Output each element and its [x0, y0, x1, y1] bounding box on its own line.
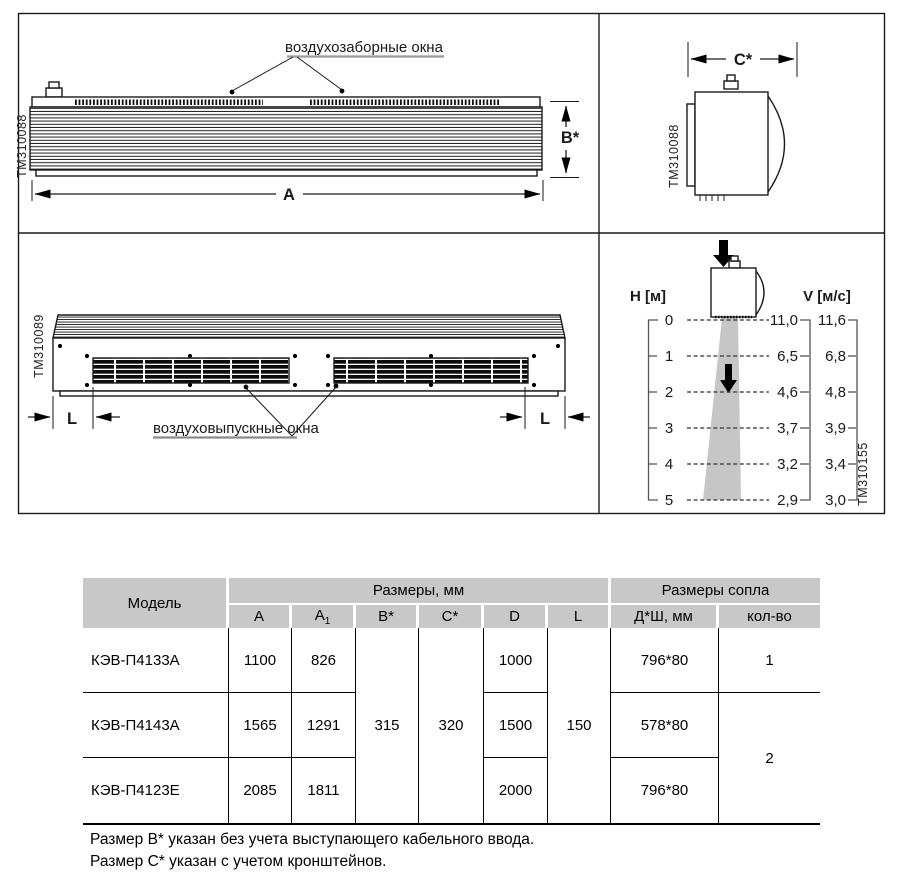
svg-text:3,9: 3,9: [825, 420, 846, 437]
cell-a: 1100: [229, 628, 292, 693]
svg-text:3,7: 3,7: [777, 420, 798, 437]
cell-a: 2085: [229, 758, 292, 823]
curved-cover: [756, 271, 764, 315]
cable-gland: [724, 81, 738, 89]
svg-text:2,9: 2,9: [777, 492, 798, 509]
svg-text:5: 5: [664, 492, 674, 509]
leader-dot: [340, 89, 345, 94]
a1-base: А: [314, 606, 325, 624]
drawing-id-airflow: ТМ310155: [856, 442, 870, 506]
bottom-view-unit: [53, 315, 565, 396]
cell-qty: 1: [719, 628, 820, 693]
roof: [53, 315, 565, 338]
louver-body: [30, 107, 542, 170]
cell-model: КЭВ-П4133А: [83, 628, 229, 693]
cable-gland-top: [49, 82, 59, 88]
drawing-id-front: ТМ310088: [15, 114, 29, 178]
svg-text:3,2: 3,2: [777, 456, 798, 473]
unit-box: [711, 268, 756, 317]
cell-dsh: 796*80: [611, 628, 719, 693]
air-jet-cone: [703, 318, 741, 500]
table-row: [83, 628, 820, 693]
svg-text:1: 1: [664, 348, 674, 365]
cell-d: 2000: [484, 758, 548, 823]
footnotes: [90, 829, 534, 873]
front-view-unit: [30, 82, 542, 176]
cable-gland-top: [727, 75, 735, 81]
svg-text:4: 4: [664, 456, 674, 473]
dimension-c: [688, 42, 797, 77]
svg-text:4,8: 4,8: [825, 384, 846, 401]
svg-text:6,8: 6,8: [825, 348, 846, 365]
col-header-b: B*: [356, 605, 419, 628]
outlet-grille-left: [93, 358, 289, 383]
cell-d: 1000: [484, 628, 548, 693]
v-primary-values: [770, 312, 798, 509]
cell-d: 1500: [484, 693, 548, 758]
bottom-view-panel: [28, 314, 590, 437]
cable-gland-top: [731, 256, 738, 261]
h-axis-ticks: [665, 312, 673, 509]
dim-a-label: А: [283, 186, 295, 204]
svg-text:3: 3: [664, 420, 674, 437]
v-secondary-values: [818, 312, 846, 509]
cell-b-merged: 315: [356, 628, 419, 823]
a1-subscript: 1: [324, 615, 331, 627]
dimension-b: [550, 102, 580, 178]
intake-windows-label: воздухозаборные окна: [285, 39, 443, 56]
cell-a1: 1291: [292, 693, 356, 758]
bottom-ticks: [700, 195, 724, 201]
h-axis-title: Н [м]: [629, 288, 667, 305]
svg-text:3,4: 3,4: [825, 456, 846, 473]
footnote-c: Размер C* указан с учетом кронштейнов.: [90, 853, 387, 870]
col-header-d: D: [484, 605, 548, 628]
leader-dot: [334, 384, 339, 389]
unit-box: [695, 92, 768, 195]
front-view-panel: [15, 39, 580, 204]
cell-model: КЭВ-П4123Е: [83, 758, 229, 823]
cell-a: 1565: [229, 693, 292, 758]
outlet-grille-right: [334, 358, 528, 383]
cell-dsh: 578*80: [611, 693, 719, 758]
v-primary-bracket: [800, 320, 810, 500]
curved-cover: [768, 96, 785, 192]
svg-text:3,0: 3,0: [825, 492, 846, 509]
col-header-l: L: [548, 605, 611, 628]
bottom-trim: [36, 170, 537, 176]
intake-leader-lines: [232, 57, 342, 91]
dimensions-table: [83, 578, 820, 825]
v-axis-title: V [м/с]: [803, 288, 851, 305]
cable-gland: [729, 261, 740, 268]
cable-gland: [46, 88, 62, 97]
col-header-model: Модель: [83, 578, 229, 628]
leader-dot: [230, 90, 235, 95]
svg-text:11,0: 11,0: [769, 312, 798, 329]
dim-b-label: B*: [560, 129, 580, 147]
bottom-lip: [60, 391, 558, 396]
col-header-c: C*: [419, 605, 484, 628]
col-header-qty: кол-во: [719, 605, 820, 628]
dim-l-left-label: L: [66, 410, 78, 428]
svg-text:6,5: 6,5: [777, 348, 798, 365]
group-header-dimensions: Размеры, мм: [229, 578, 611, 605]
col-header-dsh: Д*Ш, мм: [611, 605, 719, 628]
dim-l-right-label: L: [539, 410, 551, 428]
cell-qty-merged: 2: [765, 749, 774, 767]
mounting-bracket: [687, 104, 695, 186]
dim-c-label: C*: [733, 51, 753, 69]
svg-text:2: 2: [664, 384, 674, 401]
outlet-windows-label: воздуховыпускные окна: [153, 420, 319, 437]
cell-l-merged: 150: [548, 628, 611, 823]
dimension-a: [32, 180, 543, 204]
leader-dot: [244, 385, 249, 390]
panel-frame: [19, 14, 885, 514]
side-view-unit: [687, 75, 785, 201]
col-header-a: А: [229, 605, 292, 628]
drawing-id-bottom: ТМ310089: [32, 314, 46, 378]
svg-text:11,6: 11,6: [817, 312, 846, 329]
svg-text:4,6: 4,6: [777, 384, 798, 401]
svg-text:0: 0: [664, 312, 674, 329]
h-axis-bracket: [649, 320, 659, 500]
group-header-nozzle: Размеры сопла: [611, 578, 820, 605]
side-view-panel: [667, 42, 797, 201]
cell-dsh: 796*80: [611, 758, 719, 823]
cell-a1: 1811: [292, 758, 356, 823]
cell-model: КЭВ-П4143А: [83, 693, 229, 758]
cell-c-merged: 320: [419, 628, 484, 823]
airflow-panel: [630, 240, 870, 509]
airflow-unit: [711, 240, 764, 317]
footnote-b: Размер B* указан без учета выступающего кабельного ввода.: [90, 831, 535, 848]
cell-a1: 826: [292, 628, 356, 693]
col-header-a1: [292, 605, 356, 628]
drawing-id-side: ТМ310088: [667, 124, 681, 188]
